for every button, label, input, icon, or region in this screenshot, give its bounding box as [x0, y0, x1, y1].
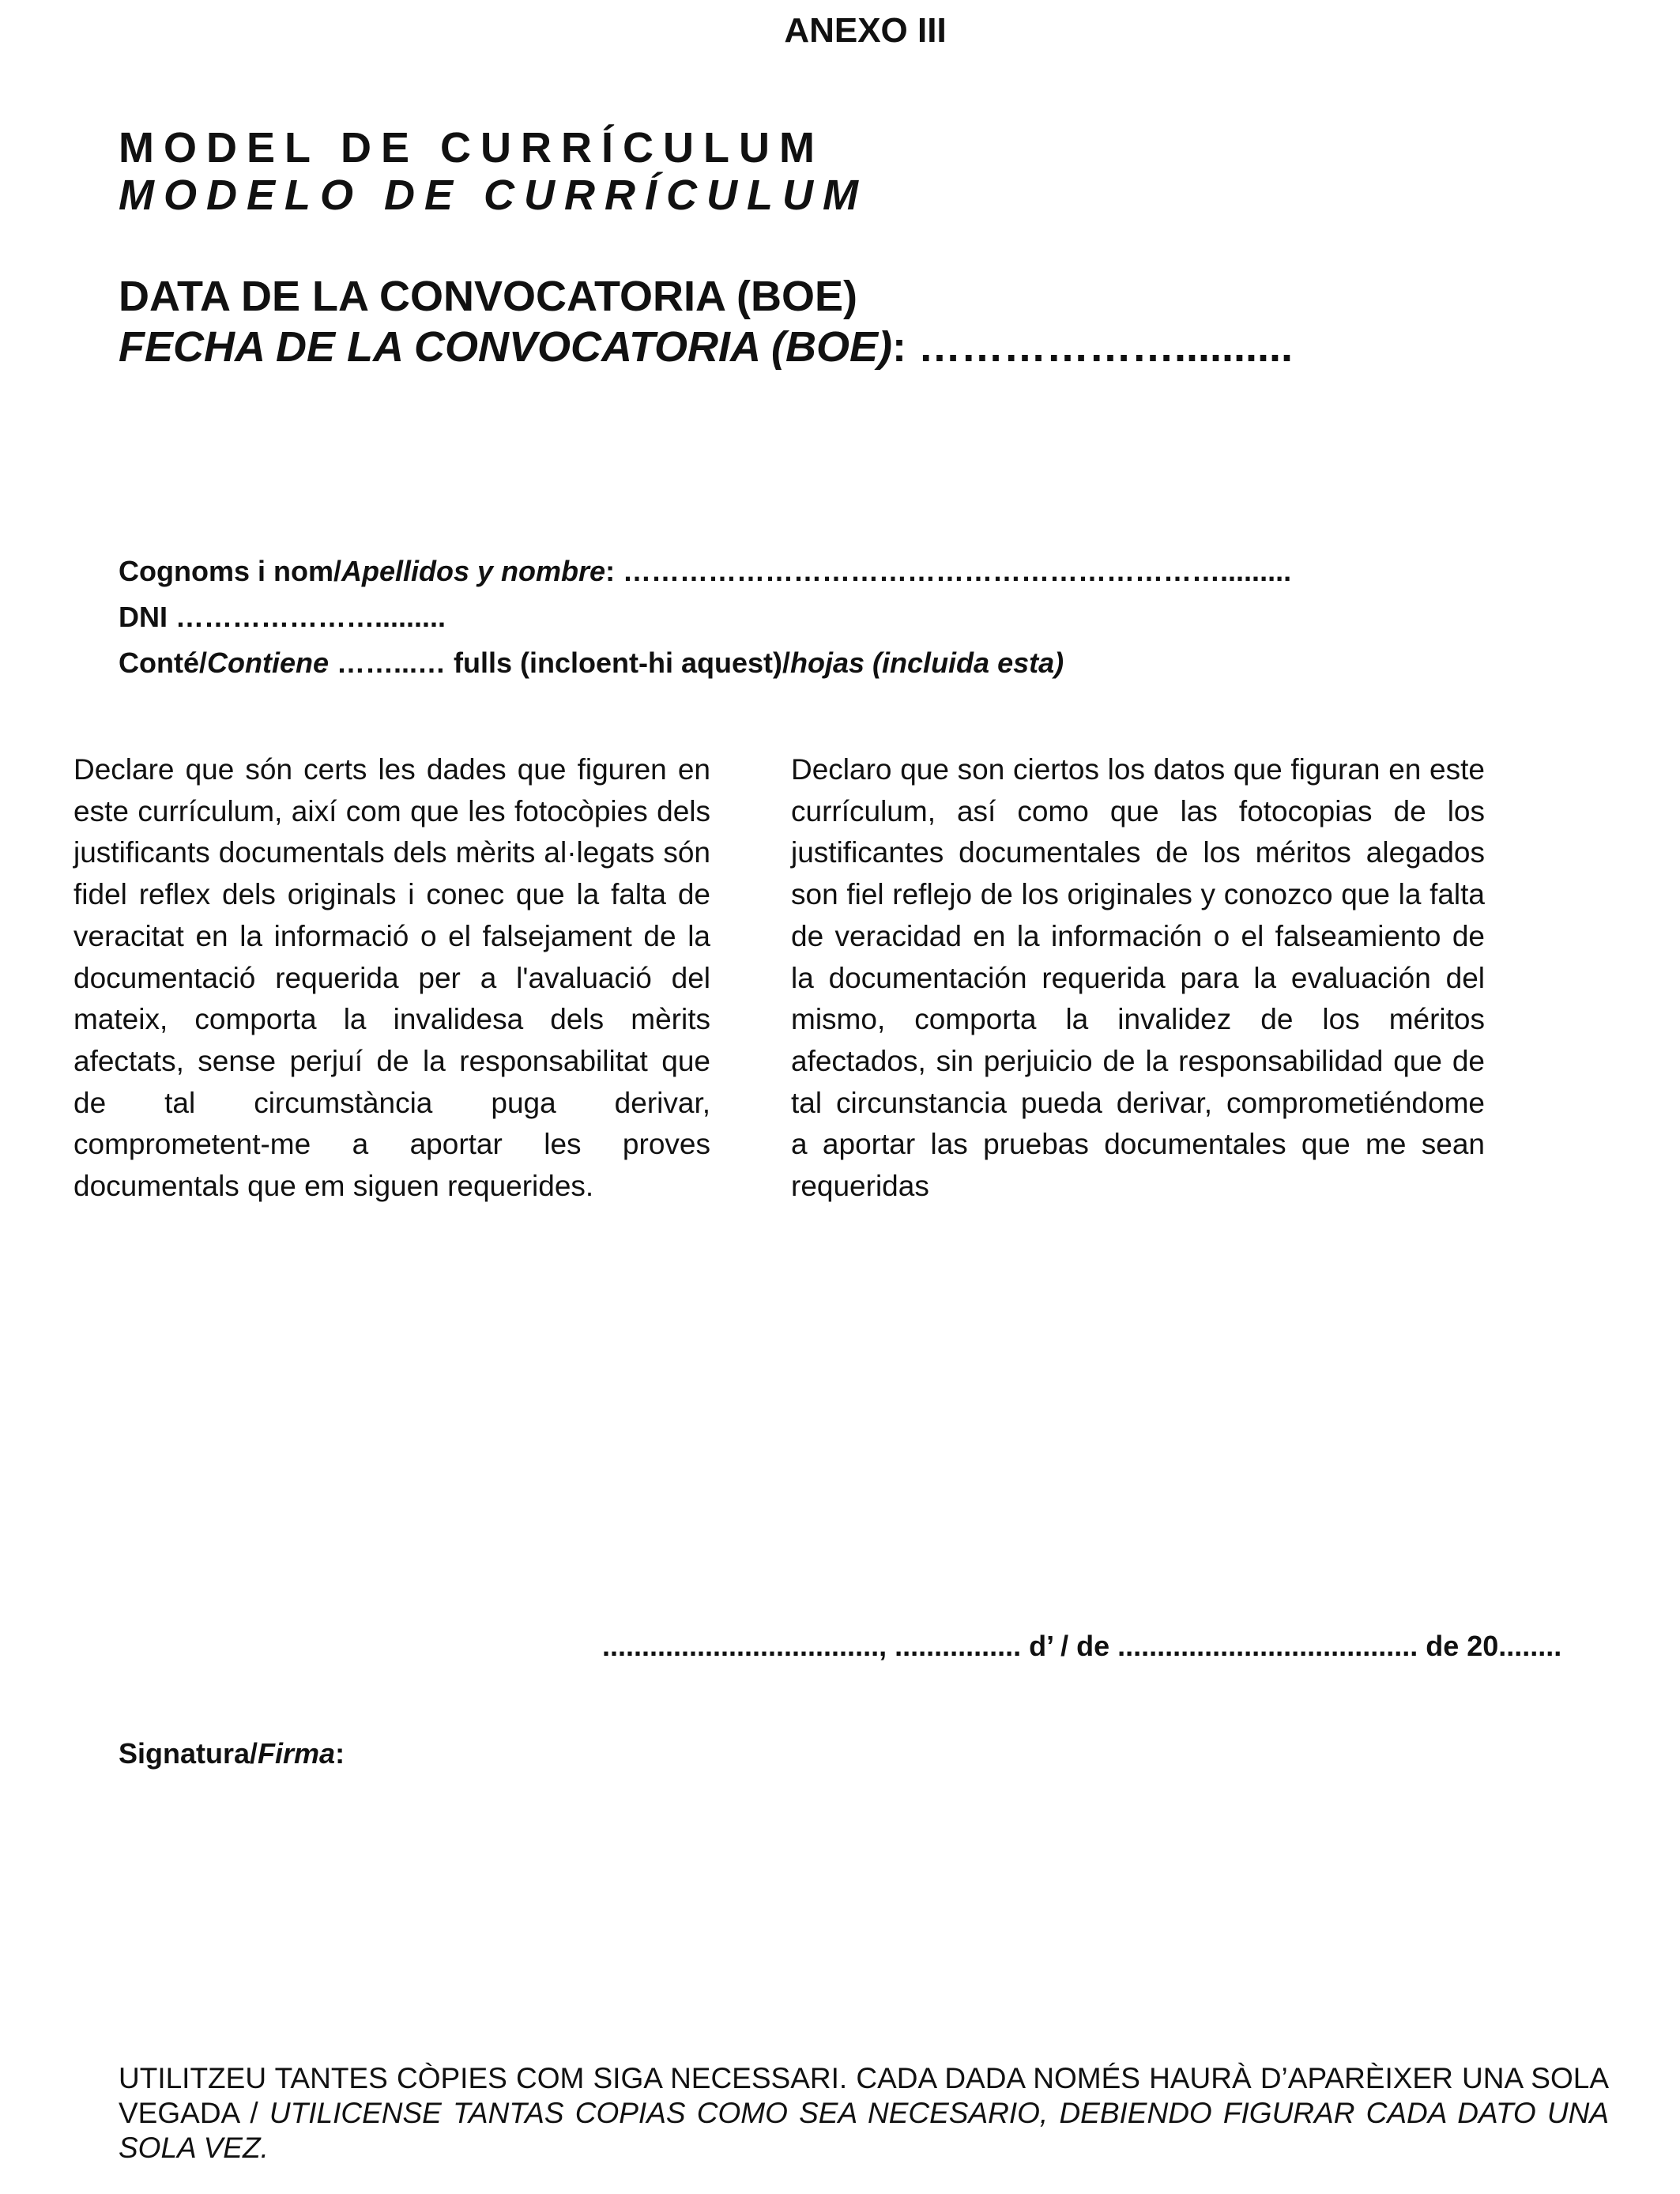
name-label-catalan: Cognoms i nom/	[119, 555, 341, 587]
declaration-catalan: Declare que són certs les dades que figuren en este currículum, així com que les fotocòpies dels justificants documentals dels mèrits al·legats són fidel reflex dels originals i conec que la falta de veracitat en la informació o el falsejament de la documentació requerida per a l'avaluació del mateix, comporta la invalidesa dels mèrits afectats, sense perjuí de la responsabilitat que de tal circumstància puga derivar, comprometent-me a aportar les proves documentals que em siguen requerides.	[73, 753, 710, 1203]
pages-field-line	[119, 647, 1064, 680]
signature-field[interactable]	[119, 1737, 345, 1770]
form-title-catalan: MODEL DE CURRÍCULUM	[119, 124, 824, 172]
pages-label-catalan: Conté/	[119, 647, 207, 679]
name-label-spanish: Apellidos y nombre	[341, 555, 606, 587]
form-title-spanish: MODELO DE CURRÍCULUM	[119, 172, 868, 219]
declaration-spanish: Declaro que son ciertos los datos que figuran en este currículum, así como que las fotocopias de los justificantes documentales de los méritos alegados son fiel reflejo de los originales y conozco que la falta de veracidad en la información o el falseamiento de la documentación requerida para la evaluación del mismo, comporta la invalidez de los méritos afectados, sin perjuicio de la responsabilidad que de tal circunstancia pueda derivar, comprometiéndome a aportar las pruebas documentales que me sean requeridas	[791, 753, 1485, 1203]
place-date-field[interactable]: ..................................., ................ d’ / de ...................................... de 20........	[602, 1630, 1562, 1662]
convocatoria-date-label-spanish: FECHA DE LA CONVOCATORIA (BOE)	[119, 323, 892, 371]
signature-colon: :	[335, 1737, 345, 1770]
name-field-line	[119, 555, 1291, 588]
convocatoria-date-field[interactable]: ………………..........	[906, 323, 1294, 371]
pages-label-spanish: Contiene	[207, 647, 330, 679]
dni-field[interactable]: DNI ………………….........	[119, 601, 446, 633]
footer-note-spanish: UTILICENSE TANTAS COPIAS COMO SEA NECESARIO, DEBIENDO FIGURAR CADA DATO UNA SOLA VEZ.	[119, 2097, 1609, 2164]
footer-note-catalan: UTILITZEU TANTES CÒPIES COM SIGA NECESSARI. CADA DADA NOMÉS HAURÀ D’APARÈIXER UNA SOLA VEGADA /	[119, 2062, 1609, 2129]
signature-label-catalan: Signatura/	[119, 1737, 258, 1770]
convocatoria-date-label-catalan: DATA DE LA CONVOCATORIA (BOE)	[119, 273, 857, 320]
annex-title: ANEXO III	[784, 11, 947, 50]
pages-note-spanish: hojas (incluida esta)	[790, 647, 1064, 679]
convocatoria-date-line-spanish	[119, 322, 1293, 371]
signature-label-spanish: Firma	[258, 1737, 336, 1770]
pages-count-field[interactable]: ……...… fulls (incloent-hi aquest)/	[329, 647, 791, 679]
footer-note	[119, 2061, 1609, 2166]
name-field[interactable]: : ……………………………………………………….........	[605, 555, 1292, 587]
convocatoria-date-colon: :	[892, 323, 906, 371]
